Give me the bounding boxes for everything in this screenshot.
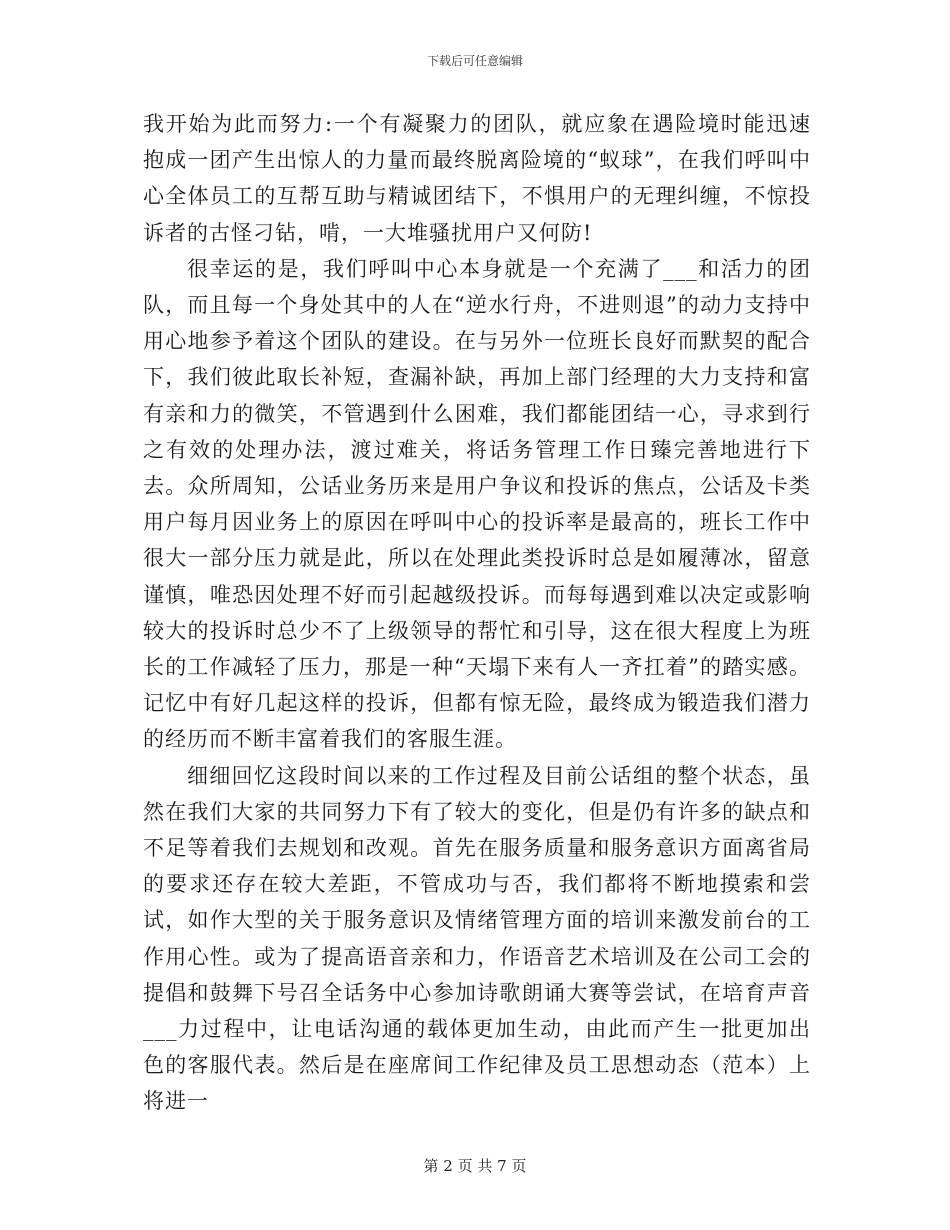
page-number: 第 2 页 共 7 页 [423,1157,527,1175]
page-header: 下载后可任意编辑 [426,54,523,68]
paragraph-3: 细细回忆这段时间以来的工作过程及目前公话组的整个状态，虽然在我们大家的共同努力下有了较大的变化，但是仍有许多的缺点和不足等着我们去规划和改观。首先在服务质量和服务意识方面离省局的要求还存在较大差距，不管成功与否，我们都将不断地摸索和尝试，如作大型的关于服务意识及情绪管理方面的培训来激发前台的工作用心性。或为了提高语音亲和力，作语音艺术培训及在公司工会的提倡和鼓舞下号召全话务中心参加诗歌朗诵大赛等尝试，在培育声音___力过程中，让电话沟通的载体更加生动，由此而产生一批更加出色的客服代表。然后是在座席间工作纪律及员工思想动态（范本）上将进一 [143,763,811,1114]
paragraph-1: 我开始为此而努力:一个有凝聚力的团队，就应象在遇险境时能迅速抱成一团产生出惊人的力量而最终脱离险境的“蚁球”，在我们呼叫中心全体员工的互帮互助与精诚团结下，不惧用户的无理纠缠，不惊投诉者的古怪刁钻，啃，一大堆骚扰用户又何防! [143,112,811,245]
document-body [143,106,811,1120]
paragraph-2: 很幸运的是，我们呼叫中心本身就是一个充满了___和活力的团队，而且每一个身处其中的人在“逆水行舟，不进则退”的动力支持中用心地参予着这个团队的建设。在与另外一位班长良好而默契的配合下，我们彼此取长补短，查漏补缺，再加上部门经理的大力支持和富有亲和力的微笑，不管遇到什么困难，我们都能团结一心，寻求到行之有效的处理办法，渡过难关，将话务管理工作日臻完善地进行下去。众所周知，公话业务历来是用户争议和投诉的焦点，公话及卡类用户每月因业务上的原因在呼叫中心的投诉率是最高的，班长工作中很大一部分压力就是此，所以在处理此类投诉时总是如履薄冰，留意谨慎，唯恐因处理不好而引起越级投诉。而每每遇到难以决定或影响较大的投诉时总少不了上级领导的帮忙和引导，这在很大程度上为班长的工作减轻了压力，那是一种“天塌下来有人一齐扛着”的踏实感。记忆中有好几起这样的投诉，但都有惊无险，最终成为锻造我们潜力的经历而不断丰富着我们的客服生涯。 [143,256,811,752]
